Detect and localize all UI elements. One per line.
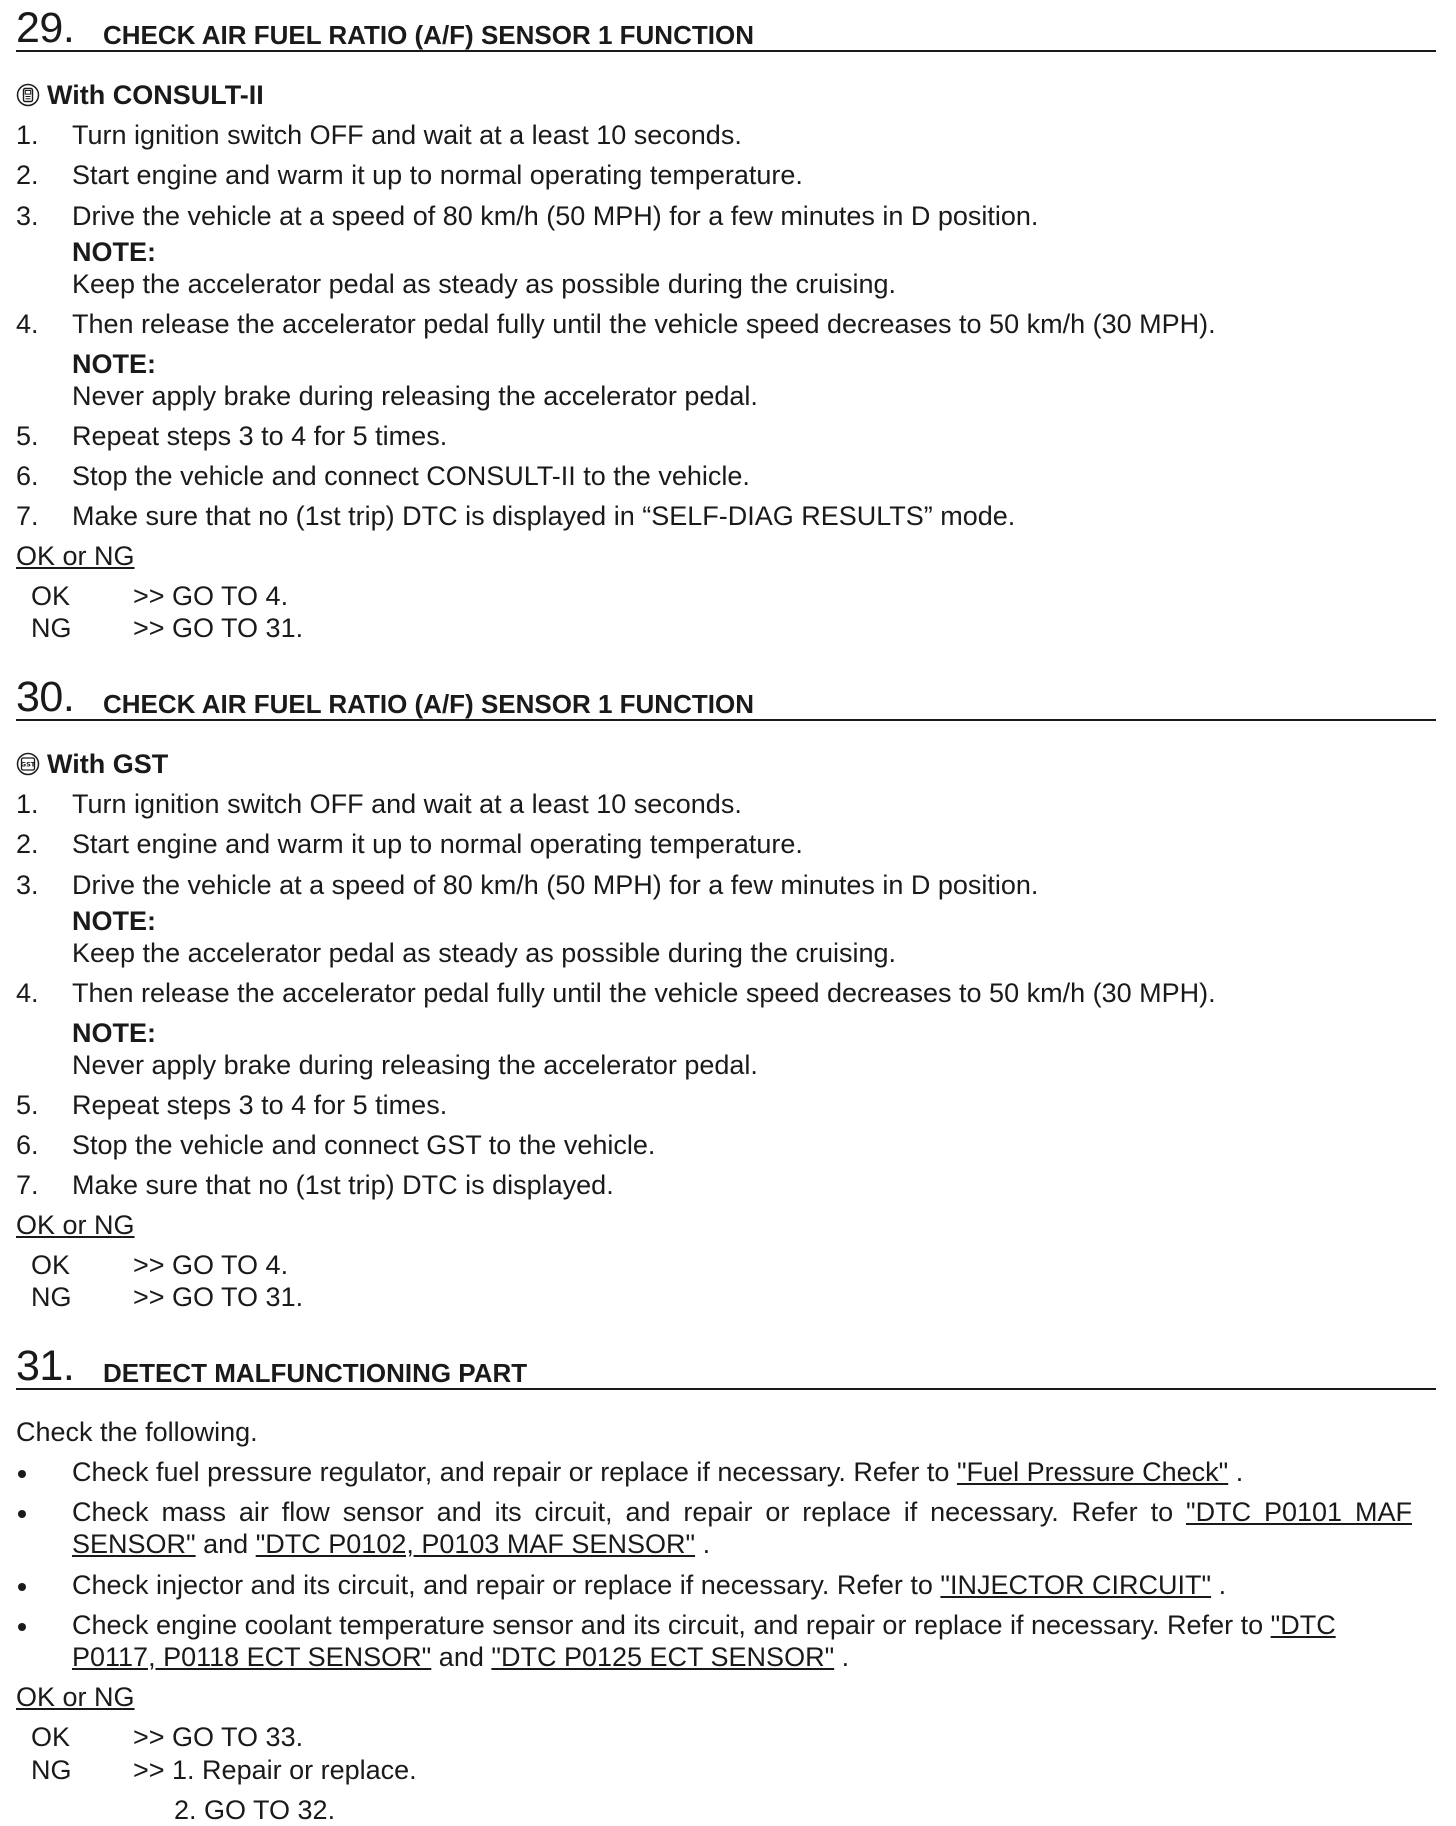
section-title: CHECK AIR FUEL RATIO (A/F) SENSOR 1 FUNCTION [103,20,754,50]
reference-link[interactable]: "DTC P0117, P0118 ECT SENSOR" [72,1610,1336,1672]
subheading [16,748,168,780]
bullet-item [16,1609,1416,1681]
bullet-text: Check fuel pressure regulator, and repair or replace if necessary. Refer to "Fuel Pressure Check" . [72,1457,1244,1487]
ok-ng-label: OK or NG [16,1682,135,1712]
bullet-text: Check mass air flow sensor and its circuit, and repair or replace if necessary. Refer to "DTC P0101 MAF SENSOR" and "DTC P0102, P0103 MAF SENSOR" . [72,1497,1412,1559]
intro-text: Check the following. [16,1417,258,1447]
bullet-item [16,1456,1416,1496]
reference-link[interactable]: "DTC P0101 MAF SENSOR" [72,1497,1412,1559]
subheading [16,79,264,111]
bullet-icon [18,1623,26,1631]
ok-ng-label: OK or NG [16,541,135,571]
note-label: NOTE: [72,1018,156,1048]
reference-link[interactable]: "INJECTOR CIRCUIT" [940,1570,1212,1600]
bullet-icon [18,1583,26,1591]
note-text: Keep the accelerator pedal as steady as possible during the cruising. [72,938,897,968]
bullet-text: Check injector and its circuit, and repair or replace if necessary. Refer to "INJECTOR CIRCUIT" . [72,1570,1227,1600]
bullet-icon [18,1470,26,1478]
section-30: 30. CHECK AIR FUEL RATIO (A/F) SENSOR 1 FUNCTION GST With GST 1. Turn ignition switch OFF and wait at a least 10 seconds. 2. Start engine and warm it up to normal operating temperature. 3. Drive the vehicle at a speed of 80 km/h (50 MPH) for a few minutes in D position. NOTE: Keep the accelerator pedal as steady as possible during the cruising. 4. Then release the accelerator pedal fully until the vehicle speed decreases to 50 km/h (30 MPH). NOTE: Never apply brake during releasing the accelerator pedal. 5. Repeat steps 3 to 4 for 5 times. 6. Stop the vehicle and connect GST to the vehicle. 7. Make sure that no (1st trip) DTC is displayed. OK or NG OK >> GO TO 4. NG >> GO TO 31. [16,675,1436,721]
note-text: Keep the accelerator pedal as steady as possible during the cruising. [72,269,897,299]
bullet-item [16,1496,1416,1568]
section-header [16,6,1436,52]
section-header [16,1344,1436,1390]
section-header [16,675,1436,721]
section-title: CHECK AIR FUEL RATIO (A/F) SENSOR 1 FUNCTION [103,689,754,719]
subheading-text: With CONSULT-II [47,80,264,110]
subheading-text: With GST [47,749,169,779]
note-label: NOTE: [72,237,156,267]
section-29: 29. CHECK AIR FUEL RATIO (A/F) SENSOR 1 FUNCTION With CONSULT-II 1. Turn ignition switch OFF and wait at a least 10 seconds. 2. Start engine and warm it up to normal operating temperature. 3. Drive the vehicle at a speed of 80 km/h (50 MPH) for a few minutes in D position. NOTE: Keep the accelerator pedal as steady as possible during the cruising. 4. Then release the accelerator pedal fully until the vehicle speed decreases to 50 km/h (30 MPH). NOTE: Never apply brake during releasing the accelerator pedal. 5. Repeat steps 3 to 4 for 5 times. 6. Stop the vehicle and connect CONSULT-II to the vehicle. 7. Make sure that no (1st trip) DTC is displayed in “SELF-DIAG RESULTS” mode. OK or NG OK >> GO TO 4. NG >> GO TO 31. [16,6,1436,52]
gst-icon [16,752,40,776]
bullet-icon [18,1510,26,1518]
bullet-item [16,1569,1416,1609]
note-label: NOTE: [72,906,156,936]
result-ng-continuation: 2. GO TO 32. [174,1795,336,1825]
section-number: 30. [16,673,75,721]
reference-link[interactable]: "Fuel Pressure Check" [956,1457,1229,1487]
note-text: Never apply brake during releasing the accelerator pedal. [72,1050,758,1080]
section-number: 29. [16,4,75,52]
ok-ng-label: OK or NG [16,1210,135,1240]
note-text: Never apply brake during releasing the accelerator pedal. [72,381,758,411]
section-number: 31. [16,1342,75,1390]
section-title: DETECT MALFUNCTIONING PART [103,1358,528,1388]
bullet-text: Check engine coolant temperature sensor and its circuit, and repair or replace if necessary. Refer to "DTC P0117, P0118 ECT SENSOR" and "DTC P0125 ECT SENSOR" . [72,1610,1336,1672]
section-31: 31. DETECT MALFUNCTIONING PART Check the following. Check fuel pressure regulator, and repair or replace if necessary. Refer to "Fuel Pressure Check" . Check mass air flow sensor and its circuit, and repair or replace if necessary. Refer to "DTC P0101 MAF SENSOR" and "DTC P0102, P0103 MAF SENSOR" . Check injector and its circuit, and repair or replace if necessary. Refer to "INJECTOR CIRCUIT" . Check engine coolant temperature sensor and its circuit, and repair or replace if necessary. Refer to "DTC P0117, P0118 ECT SENSOR" and "DTC P0125 ECT SENSOR" . OK or NG OK >> GO TO 33. NG >> 1. Repair or replace. 2. GO TO 32. [16,1344,1436,1390]
note-label: NOTE: [72,349,156,379]
consult-icon [16,83,40,107]
reference-link[interactable]: "DTC P0102, P0103 MAF SENSOR" [255,1529,696,1559]
reference-link[interactable]: "DTC P0125 ECT SENSOR" [491,1642,835,1672]
svg-text:GST: GST [20,760,36,769]
